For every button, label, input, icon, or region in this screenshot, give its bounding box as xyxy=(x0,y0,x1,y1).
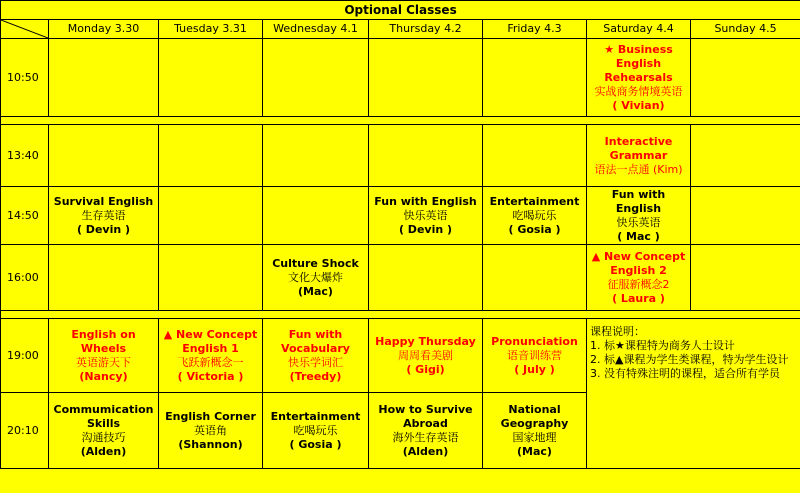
time-label: 10:50 xyxy=(1,39,49,117)
class-title: Fun with Vocabulary xyxy=(281,327,350,355)
row-1340 xyxy=(1,125,800,187)
row-1450 xyxy=(1,187,800,245)
day-header-sat: Saturday 4.4 xyxy=(587,20,691,39)
class-cell xyxy=(369,319,483,393)
class-chinese: 国家地理 xyxy=(512,430,557,444)
class-cell xyxy=(263,319,369,393)
day-header-thu: Thursday 4.2 xyxy=(369,20,483,39)
day-header-fri: Friday 4.3 xyxy=(483,20,587,39)
notes-heading: 课程说明： xyxy=(590,325,645,338)
cell-empty xyxy=(263,187,369,245)
class-chinese: 实战商务情境英语 xyxy=(594,84,683,98)
class-cell xyxy=(483,393,587,469)
class-teacher: ( Laura ) xyxy=(612,291,665,305)
class-title: Happy Thursday xyxy=(375,334,476,348)
class-title: Commumication Skills xyxy=(53,402,154,430)
cell-empty xyxy=(483,245,587,311)
class-cell xyxy=(483,319,587,393)
time-label: 13:40 xyxy=(1,125,49,187)
class-teacher: ( Devin ) xyxy=(398,222,453,236)
class-cell xyxy=(263,393,369,469)
class-cell xyxy=(369,393,483,469)
class-cell xyxy=(159,319,263,393)
gap-row xyxy=(1,117,800,125)
row-1050 xyxy=(1,39,800,117)
class-title: How to Survive Abroad xyxy=(378,402,473,430)
class-chinese: 海外生存英语 xyxy=(392,430,459,444)
class-teacher: (Alden) xyxy=(80,444,127,458)
class-teacher: ( Gosia ) xyxy=(289,437,342,451)
class-chinese: 语音训练营 xyxy=(507,348,562,362)
class-title: English Corner xyxy=(165,409,256,423)
class-chinese: 沟通技巧 xyxy=(81,430,126,444)
class-cell xyxy=(369,187,483,245)
class-cell xyxy=(587,125,691,187)
class-chinese: 周周看美剧 xyxy=(398,348,453,362)
corner-cell xyxy=(1,20,49,39)
class-title: English on Wheels xyxy=(71,327,136,355)
class-chinese: 英语游天下 xyxy=(76,355,131,369)
class-chinese: 快乐英语 xyxy=(616,215,661,229)
cell-empty xyxy=(369,125,483,187)
gap-cell xyxy=(1,117,800,125)
notes-line: 2. 标▲课程为学生类课程，特为学生设计 xyxy=(590,353,789,366)
class-chinese: 快乐英语 xyxy=(403,208,448,222)
class-teacher: ( Vivian) xyxy=(612,98,665,112)
time-label: 14:50 xyxy=(1,187,49,245)
cell-empty xyxy=(691,39,800,117)
class-cell xyxy=(49,393,159,469)
class-title: National Geography xyxy=(500,402,569,430)
row-1600 xyxy=(1,245,800,311)
time-label: 20:10 xyxy=(1,393,49,469)
class-title: Entertainment xyxy=(489,194,580,208)
class-chinese: 快乐学词汇 xyxy=(288,355,343,369)
class-teacher: ( Gigi) xyxy=(406,362,445,376)
time-label: 16:00 xyxy=(1,245,49,311)
class-title: Fun with English xyxy=(374,194,477,208)
class-cell xyxy=(49,319,159,393)
day-header-wed: Wednesday 4.1 xyxy=(263,20,369,39)
class-chinese: 飞跃新概念一 xyxy=(177,355,244,369)
class-title: ▲ New Concept English 2 xyxy=(591,249,686,277)
cell-empty xyxy=(263,39,369,117)
cell-empty xyxy=(159,125,263,187)
class-cell xyxy=(49,187,159,245)
day-header-tue: Tuesday 3.31 xyxy=(159,20,263,39)
class-chinese: 文化大爆炸 xyxy=(288,270,343,284)
class-cell xyxy=(587,245,691,311)
course-notes xyxy=(587,319,800,469)
class-teacher: ( July ) xyxy=(514,362,555,376)
class-teacher: ( Victoria ) xyxy=(177,369,244,383)
diagonal-line-icon xyxy=(1,20,48,38)
header-row xyxy=(1,20,800,39)
class-chinese: 吃喝玩乐 xyxy=(293,423,338,437)
class-teacher: (Shannon) xyxy=(178,437,243,451)
class-teacher: ( Devin ) xyxy=(76,222,131,236)
cell-empty xyxy=(49,245,159,311)
page-title: Optional Classes xyxy=(1,1,800,20)
title-row xyxy=(1,1,800,20)
class-title: Interactive Grammar xyxy=(604,134,673,162)
class-title: ★ Business English Rehearsals xyxy=(604,42,673,84)
class-teacher: (Treedy) xyxy=(289,369,342,383)
class-teacher: (Nancy) xyxy=(79,369,128,383)
class-cell xyxy=(483,187,587,245)
class-chinese: 征服新概念2 xyxy=(607,277,670,291)
class-teacher: ( Mac ) xyxy=(617,229,660,243)
class-teacher: (Alden) xyxy=(402,444,449,458)
class-chinese: 英语角 xyxy=(194,423,227,437)
cell-empty xyxy=(369,39,483,117)
class-chinese: 生存英语 xyxy=(81,208,126,222)
class-title: Survival English xyxy=(53,194,154,208)
class-teacher: (Mac) xyxy=(517,444,552,458)
row-1900 xyxy=(1,319,800,393)
class-chinese: 吃喝玩乐 xyxy=(512,208,557,222)
cell-empty xyxy=(159,39,263,117)
class-cell xyxy=(587,39,691,117)
time-label: 19:00 xyxy=(1,319,49,393)
day-header-mon: Monday 3.30 xyxy=(49,20,159,39)
notes-line: 3. 没有特殊注明的课程，适合所有学员 xyxy=(590,367,780,380)
gap-row xyxy=(1,311,800,319)
cell-empty xyxy=(691,125,800,187)
class-cell xyxy=(263,245,369,311)
cell-empty xyxy=(49,125,159,187)
cell-empty xyxy=(159,187,263,245)
day-header-sun: Sunday 4.5 xyxy=(691,20,800,39)
class-cell xyxy=(587,187,691,245)
cell-empty xyxy=(159,245,263,311)
class-title: ▲ New Concept English 1 xyxy=(163,327,258,355)
cell-empty xyxy=(483,125,587,187)
class-title: Pronunciation xyxy=(491,334,578,348)
gap-cell xyxy=(1,311,800,319)
cell-empty xyxy=(369,245,483,311)
class-teacher: (Mac) xyxy=(298,284,333,298)
cell-empty xyxy=(263,125,369,187)
class-title: Culture Shock xyxy=(272,256,359,270)
class-title: Fun with English xyxy=(611,187,666,215)
class-chinese: 语法一点通 (Kim) xyxy=(594,162,683,176)
class-teacher: ( Gosia ) xyxy=(508,222,561,236)
class-title: Entertainment xyxy=(270,409,361,423)
cell-empty xyxy=(49,39,159,117)
class-cell xyxy=(159,393,263,469)
cell-empty xyxy=(483,39,587,117)
cell-empty xyxy=(691,187,800,245)
notes-line: 1. 标★课程特为商务人士设计 xyxy=(590,339,735,352)
cell-empty xyxy=(691,245,800,311)
